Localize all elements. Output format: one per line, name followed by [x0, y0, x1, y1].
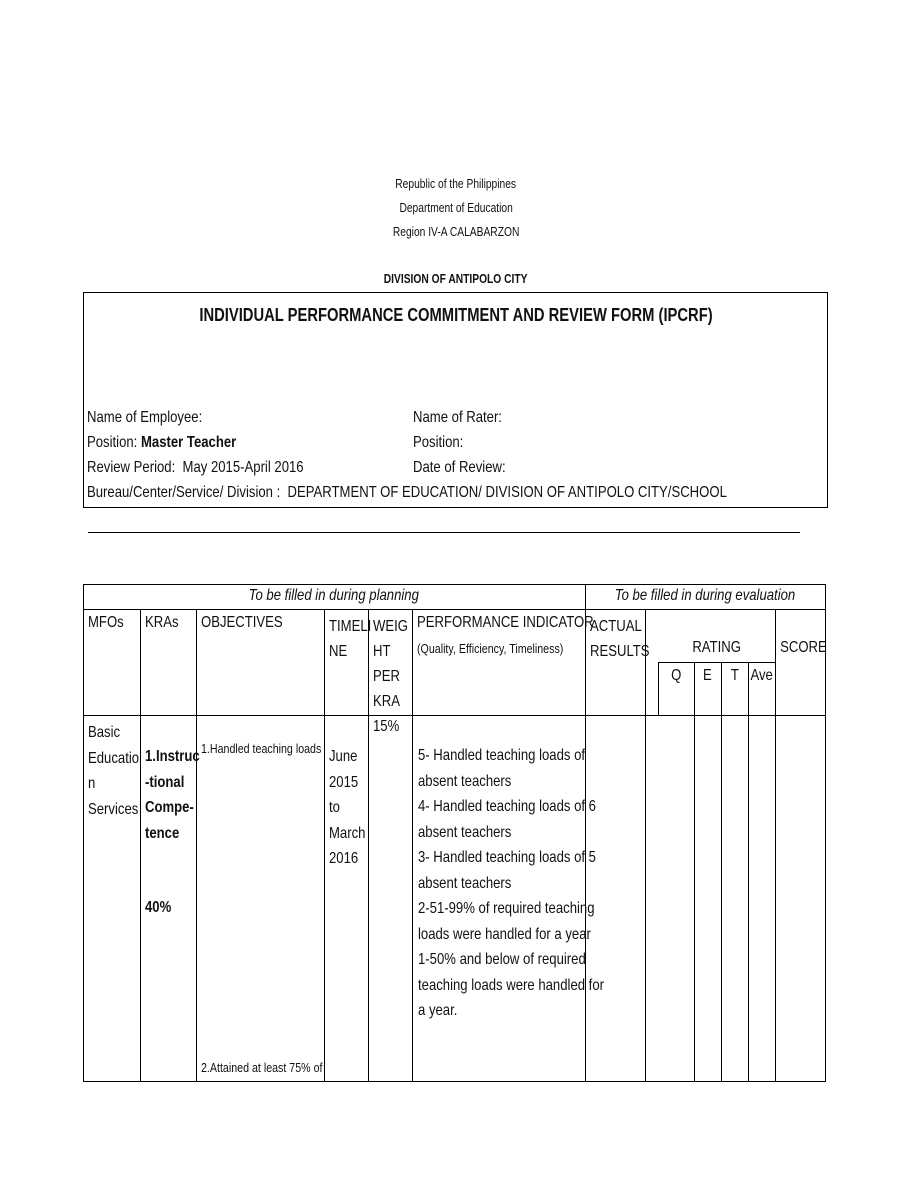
col-divider-kras — [140, 609, 141, 1082]
evaluation-header: To be filled in during evaluation — [615, 587, 796, 604]
col-rating: RATING — [692, 639, 742, 656]
row1-performance-indicators: 5- Handled teaching loads of absent teachers 4- Handled teaching loads of 6 absent teachers 3- Handled teaching loads of 5 absent teachers 2-51-99% of required teaching loads were handled for a year 1-50% and below of required teaching loads were handled for a year. — [418, 747, 604, 1019]
table-border-right — [825, 584, 826, 1082]
name-of-employee-label: Name of Employee: — [87, 409, 203, 426]
rater-position-label: Position: — [413, 434, 464, 451]
review-period-value: May 2015-April 2016 — [182, 459, 304, 476]
row1-weight: 15% — [373, 718, 400, 735]
col-performance-indicator-sub: (Quality, Efficiency, Timeliness) — [417, 641, 564, 656]
table-body-divider — [83, 715, 826, 716]
row1-objective-1: 1.Handled teaching loads — [201, 741, 322, 756]
rating-subheader-divider — [658, 662, 776, 663]
col-rating-ave: Ave — [750, 667, 773, 684]
col-score: SCORE — [780, 639, 827, 656]
col-divider-e — [694, 662, 695, 1082]
separator-line — [88, 532, 800, 533]
bureau-label: Bureau/Center/Service/ Division : — [87, 484, 281, 501]
col-weight: WEIG HT PER KRA — [373, 618, 408, 710]
bureau-value: DEPARTMENT OF EDUCATION/ DIVISION OF ANTIPOLO CITY/SCHOOL — [287, 484, 727, 501]
bureau-field — [87, 484, 727, 502]
row1-kra-weight: 40% — [145, 899, 172, 916]
col-rating-q: Q — [670, 667, 682, 684]
col-divider-ave — [748, 662, 749, 1082]
col-actual-results: ACTUAL RESULTS — [590, 618, 650, 660]
table-header-divider — [83, 609, 826, 610]
date-of-review-label: Date of Review: — [413, 459, 506, 476]
country-line: Republic of the Philippines — [395, 177, 517, 191]
employee-info-box — [83, 292, 828, 508]
department-line: Department of Education — [399, 201, 513, 215]
review-period-field — [87, 459, 304, 477]
ipcrf-table — [83, 584, 826, 1082]
col-divider-t — [721, 662, 722, 1082]
division-title: DIVISION OF ANTIPOLO CITY — [384, 272, 528, 286]
table-border-left — [83, 584, 84, 1082]
position-label: Position: — [87, 434, 138, 451]
row1-timeline: June 2015 to March 2016 — [329, 748, 366, 867]
position-field — [87, 434, 236, 452]
col-divider-score — [775, 609, 776, 1082]
row1-objective-2: 2.Attained at least 75% of — [201, 1060, 323, 1075]
region-line: Region IV-A CALABARZON — [392, 225, 520, 239]
col-rating-t: T — [730, 667, 739, 684]
table-border-bottom — [83, 1081, 826, 1082]
planning-header: To be filled in during planning — [248, 587, 420, 604]
position-value: Master Teacher — [140, 434, 237, 451]
document-header — [0, 172, 900, 244]
col-kras: KRAs — [145, 614, 179, 631]
col-timeline: TIMELI NE — [329, 618, 372, 660]
row1-mfo: Basic Educatio n Services — [88, 724, 140, 818]
col-objectives: OBJECTIVES — [201, 614, 283, 631]
table-border-top — [83, 584, 826, 585]
col-performance-indicator: PERFORMANCE INDICATOR — [417, 614, 594, 631]
review-period-label: Review Period: — [87, 459, 176, 476]
col-rating-e: E — [703, 667, 712, 684]
col-divider-timeline — [324, 609, 325, 1082]
name-of-rater-label: Name of Rater: — [413, 409, 502, 426]
col-divider-rating — [645, 609, 646, 1082]
col-mfos: MFOs — [88, 614, 124, 631]
form-title: INDIVIDUAL PERFORMANCE COMMITMENT AND REVIEW FORM (IPCRF) — [198, 305, 713, 325]
row1-kra: 1.Instruc -tional Compe- tence — [145, 748, 200, 842]
